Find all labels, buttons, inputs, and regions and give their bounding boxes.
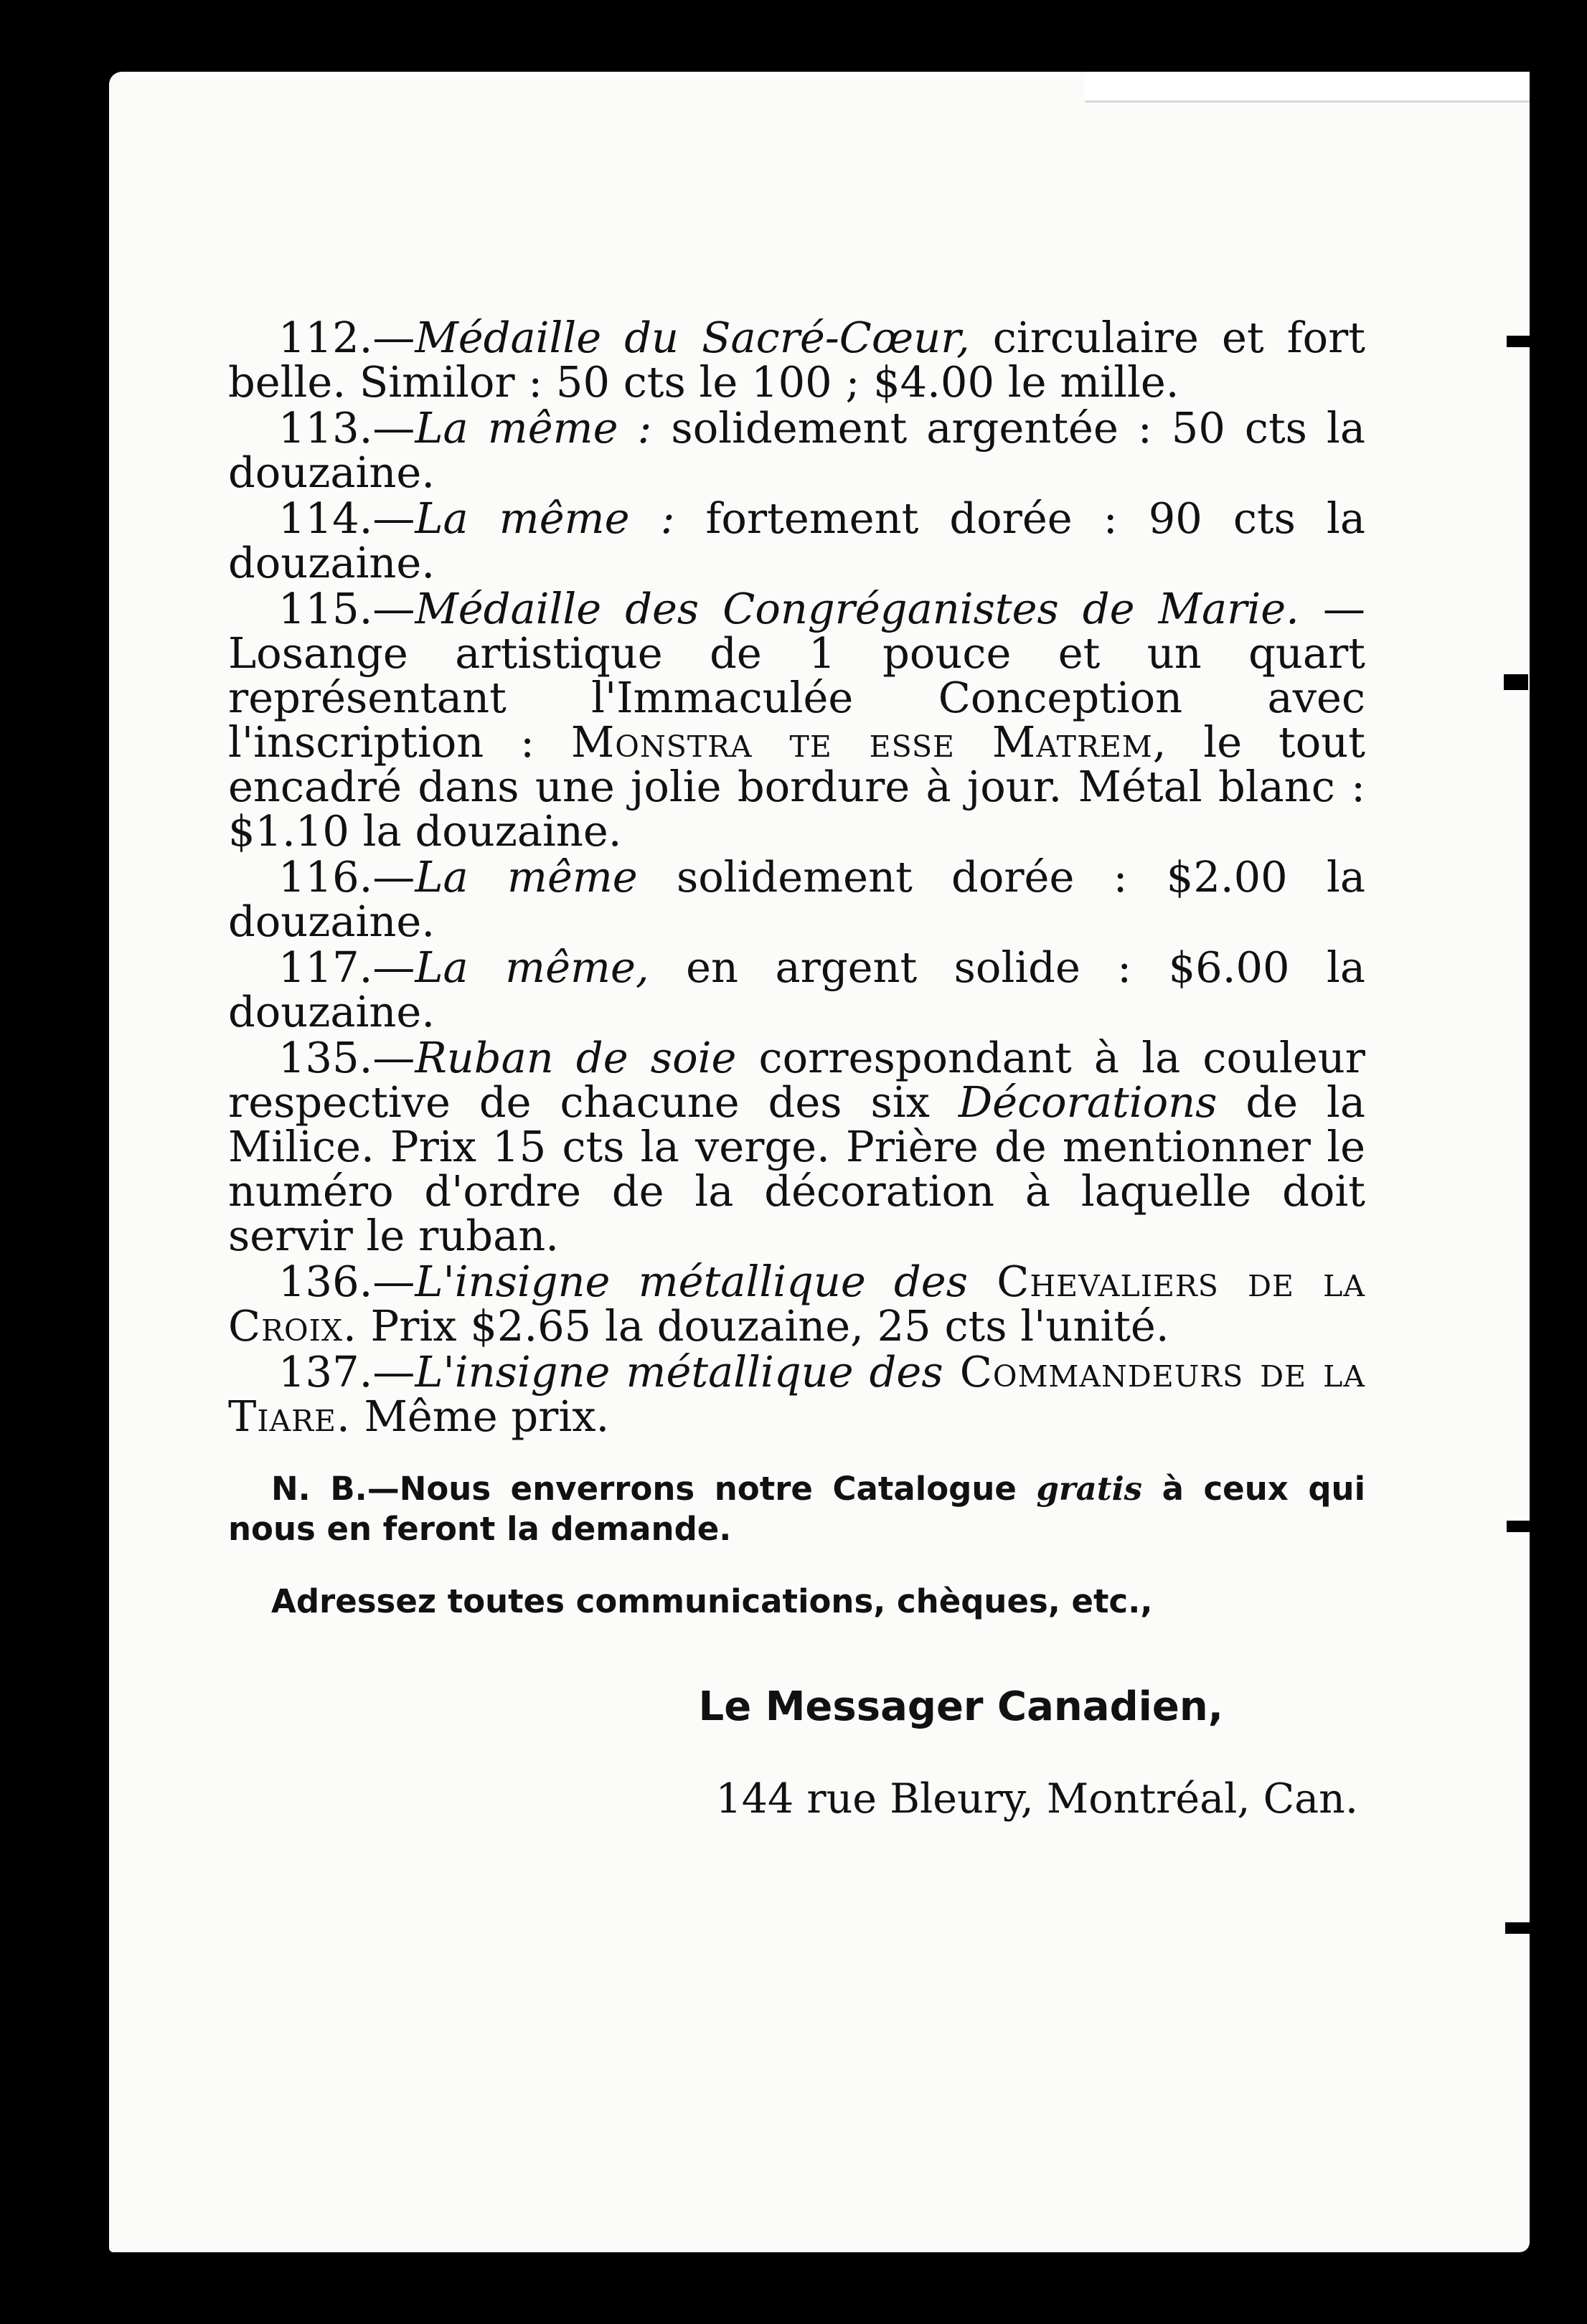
entry-117 — [228, 945, 1365, 1034]
entry-number: 114.— — [278, 493, 415, 543]
entry-114 — [228, 493, 1366, 587]
nota-bene-text: à ceux qui nous en feront la demande. — [228, 1470, 1366, 1548]
entry-number: 135.— — [278, 1033, 415, 1082]
entry-text: solidement argentée : 50 cts la douzaine. — [228, 403, 1366, 497]
entry-title: La même, — [415, 943, 649, 992]
publisher-address: 144 rue Bleury, Montréal, Can. — [715, 1775, 1358, 1823]
entry-title: La même : — [415, 403, 652, 453]
entry-title: Ruban de soie — [415, 1033, 737, 1082]
entry-text: Même prix. — [350, 1392, 610, 1441]
entry-number: 113.— — [278, 403, 415, 453]
entry-text: circulaire et fort belle. Similor : 50 cts le 100 ; $4.00 le mille. — [228, 313, 1365, 407]
entry-title: L'insigne métallique des — [415, 1257, 968, 1306]
entry-title: La même — [415, 852, 638, 902]
entry-text: Prix $2.65 la douzaine, 25 cts l'unité. — [357, 1301, 1169, 1351]
margin-mark — [1504, 674, 1528, 690]
entry-136 — [228, 1257, 1365, 1351]
entry-number: 137.— — [278, 1347, 415, 1397]
entry-number: 115.— — [278, 584, 415, 633]
entry-title: L'insigne métallique des — [415, 1347, 943, 1397]
margin-mark — [1505, 1922, 1530, 1934]
entry-116 — [228, 852, 1366, 946]
paper-fold — [1085, 72, 1530, 103]
entry-title: Médaille du Sacré-Cœur, — [415, 313, 970, 362]
entry-text: —Losange artistique de 1 pouce et un quart représentant l'Immaculée Conception avec l'inscription : — [228, 584, 1365, 767]
entry-order-name: Chevaliers de la Croix. — [228, 1257, 1365, 1351]
entry-135 — [228, 1033, 1365, 1260]
entry-text: solidement dorée : $2.00 la douzaine. — [228, 852, 1366, 946]
catalogue-content — [228, 313, 1366, 1862]
entry-text: le tout encadré dans une jolie bordure à jour. Métal blanc : $1.10 la douzaine. — [228, 717, 1366, 856]
nota-bene — [228, 1469, 1365, 1549]
nota-bene-emphasis: gratis — [1036, 1470, 1143, 1508]
entry-115 — [228, 584, 1366, 856]
entry-text: en argent solide : $6.00 la douzaine. — [228, 943, 1366, 1036]
entry-text: de la Milice. Prix 15 cts la verge. Prière de mentionner le numéro d'ordre de la décoration à laquelle doit servir le ruban. — [228, 1077, 1365, 1260]
entry-title: Médaille des Congréganistes de Marie. — [415, 584, 1299, 633]
entry-text: fortement dorée : 90 cts la douzaine. — [228, 493, 1366, 587]
entry-inscription: Monstra te esse Matrem, — [570, 717, 1167, 767]
entry-number: 136.— — [278, 1257, 415, 1306]
entry-order-name: Commandeurs de la Tiare. — [228, 1347, 1365, 1441]
publisher-name: Le Messager Canadien, — [698, 1683, 1223, 1730]
entry-number: 116.— — [278, 852, 415, 902]
entry-title: La même : — [415, 493, 675, 543]
margin-mark — [1507, 336, 1531, 347]
entry-number: 117.— — [278, 943, 415, 992]
entry-text: correspondant à la couleur respective de chacune des six — [228, 1033, 1365, 1127]
nota-bene-text: N. B.—Nous enverrons notre Catalogue — [271, 1470, 1037, 1508]
entry-137 — [228, 1347, 1365, 1441]
entry-113 — [228, 403, 1366, 497]
entry-emphasis: Décorations — [958, 1077, 1218, 1127]
margin-mark — [1507, 1521, 1531, 1532]
entry-number: 112.— — [278, 313, 415, 362]
address-instruction: Adressez toutes communications, chèques, etc., — [271, 1582, 1153, 1620]
entry-112 — [228, 313, 1365, 407]
